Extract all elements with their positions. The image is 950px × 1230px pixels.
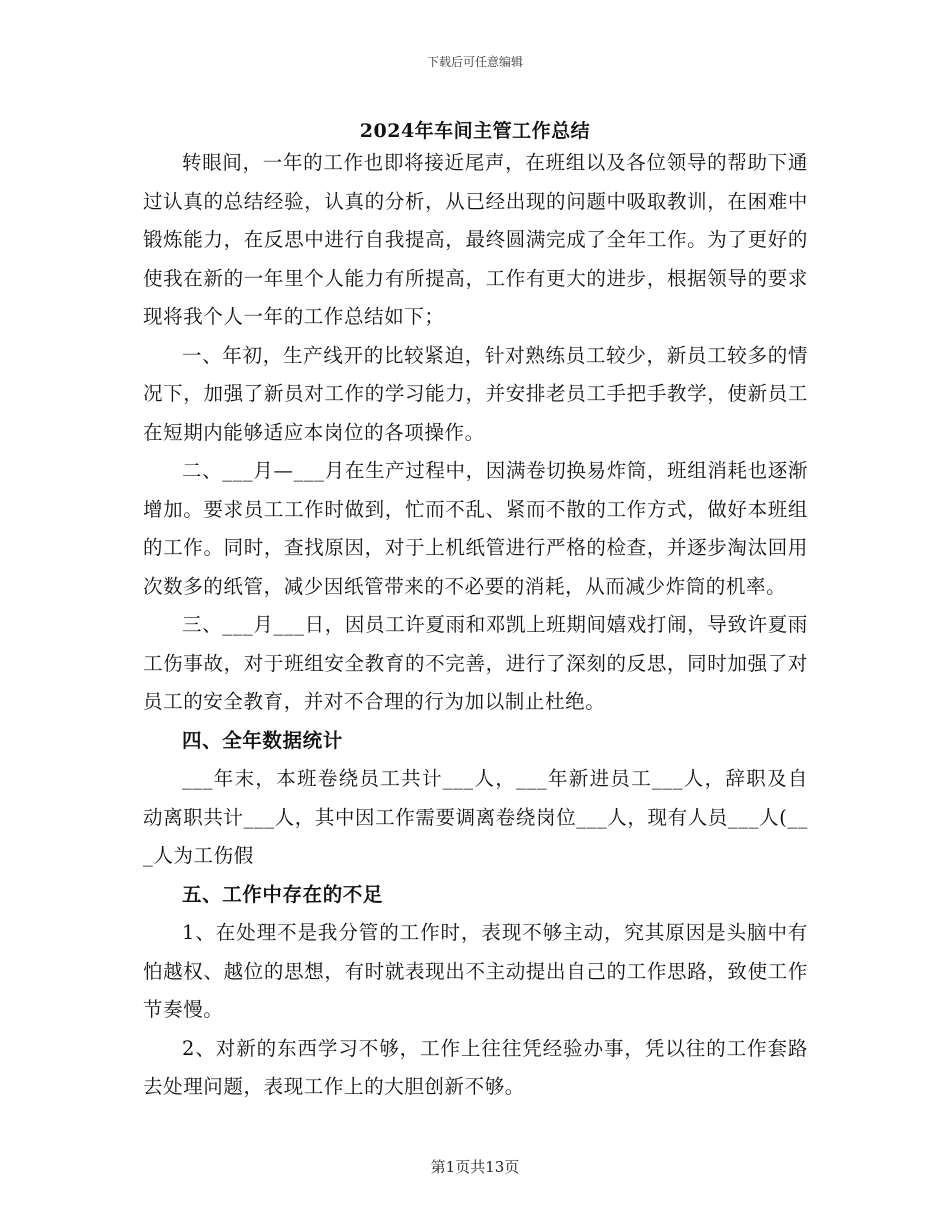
paragraph-statistics: ___年末，本班卷绕员工共计___人，___年新进员工___人，辞职及自动离职共计___人，其中因工作需要调离卷绕岗位___人，现有人员___人(___人为工伤假 — [143, 767, 808, 867]
document-title: 2024年车间主管工作总结 — [359, 120, 591, 142]
page-footer-number: 第1页共13页 — [430, 1158, 520, 1176]
paragraph-item-3: 三、___月___日，因员工许夏雨和邓凯上班期间嬉戏打闹，导致许夏雨工伤事故，对于班组安全教育的不完善，进行了深刻的反思，同时加强了对员工的安全教育，并对不合理的行为加以制止杜绝。 — [143, 613, 808, 713]
paragraph-item-1: 一、年初，生产线开的比较紧迫，针对熟练员工较少，新员工较多的情况下，加强了新员对工作的学习能力，并安排老员工手把手教学，使新员工在短期内能够适应本岗位的各项操作。 — [143, 343, 808, 444]
section-heading-shortcomings: 五、工作中存在的不足 — [182, 882, 384, 906]
section-heading-statistics: 四、全年数据统计 — [182, 728, 343, 752]
paragraph-intro: 转眼间，一年的工作也即将接近尾声，在班组以及各位领导的帮助下通过认真的总结经验，认真的分析，从已经出现的问题中吸取教训，在困难中锻炼能力，在反思中进行自我提高，最终圆满完成了全年工作。为了更好的使我在新的一年里个人能力有所提高，工作有更大的进步，根据领导的要求现将我个人一年的工作总结如下； — [143, 151, 808, 328]
document-body — [143, 144, 808, 1107]
page-header-note: 下载后可任意编辑 — [426, 55, 523, 69]
paragraph-shortcoming-2: 2、对新的东西学习不够，工作上往往凭经验办事，凭以往的工作套路去处理问题，表现工作上的大胆创新不够。 — [143, 1036, 808, 1098]
paragraph-shortcoming-1: 1、在处理不是我分管的工作时，表现不够主动，究其原因是头脑中有怕越权、越位的思想，有时就表现出不主动提出自己的工作思路，致使工作节奏慢。 — [143, 921, 808, 1021]
paragraph-item-2: 二、___月—___月在生产过程中，因满卷切换易炸筒，班组消耗也逐渐增加。要求员工工作时做到，忙而不乱、紧而不散的工作方式，做好本班组的工作。同时，查找原因，对于上机纸管进行严格的检查，并逐步淘汰回用次数多的纸管，减少因纸管带来的不必要的消耗，从而减少炸筒的机率。 — [143, 459, 808, 598]
